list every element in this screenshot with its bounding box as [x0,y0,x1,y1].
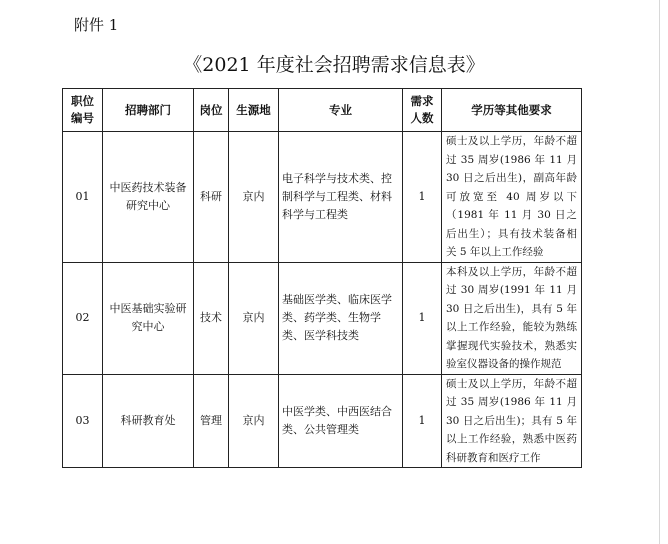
cell-major: 电子科学与技术类、控制科学与工程类、材料科学与工程类 [279,132,403,263]
cell-id: 02 [63,262,103,374]
cell-department: 中医基础实验研究中心 [103,262,194,374]
cell-requirements: 硕士及以上学历，年龄不超过 35 周岁(1986 年 11 月 30 日之后出生)，副高年龄可放宽至 40 周岁以下（1981 年 11 月 30 日之后出生）；具有技术装备相关 5 年以上工作经验 [442,132,582,263]
attachment-label: 附件 1 [74,16,119,34]
header-major: 专业 [279,89,403,132]
header-department: 招聘部门 [103,89,194,132]
cell-count: 1 [403,262,442,374]
header-position: 岗位 [194,89,229,132]
cell-position: 科研 [194,132,229,263]
cell-id: 03 [63,374,103,468]
header-requirements: 学历等其他要求 [442,89,582,132]
table-row [63,374,582,468]
header-id: 职位编号 [63,89,103,132]
cell-requirements: 本科及以上学历，年龄不超过 30 周岁(1991 年 11 月 30 日之后出生)，具有 5 年以上工作经验，能较为熟练掌握现代实验技术，熟悉实验室仪器设备的操作规范 [442,262,582,374]
table-row [63,132,582,263]
cell-major: 中医学类、中西医结合类、公共管理类 [279,374,403,468]
document-title: 《2021 年度社会招聘需求信息表》 [183,54,485,76]
header-source: 生源地 [229,89,279,132]
page-edge-divider [659,0,660,544]
cell-major: 基础医学类、临床医学类、药学类、生物学类、医学科技类 [279,262,403,374]
table-header-row [63,89,582,132]
cell-id: 01 [63,132,103,263]
cell-source: 京内 [229,262,279,374]
cell-source: 京内 [229,374,279,468]
cell-position: 技术 [194,262,229,374]
cell-position: 管理 [194,374,229,468]
cell-department: 科研教育处 [103,374,194,468]
cell-requirements: 硕士及以上学历，年龄不超过 35 周岁(1986 年 11 月 30 日之后出生)；具有 5 年以上工作经验，熟悉中医药科研教育和医疗工作 [442,374,582,468]
cell-count: 1 [403,374,442,468]
cell-count: 1 [403,132,442,263]
table-row [63,262,582,374]
cell-department: 中医药技术装备研究中心 [103,132,194,263]
recruitment-table [62,88,582,468]
cell-source: 京内 [229,132,279,263]
header-count: 需求人数 [403,89,442,132]
